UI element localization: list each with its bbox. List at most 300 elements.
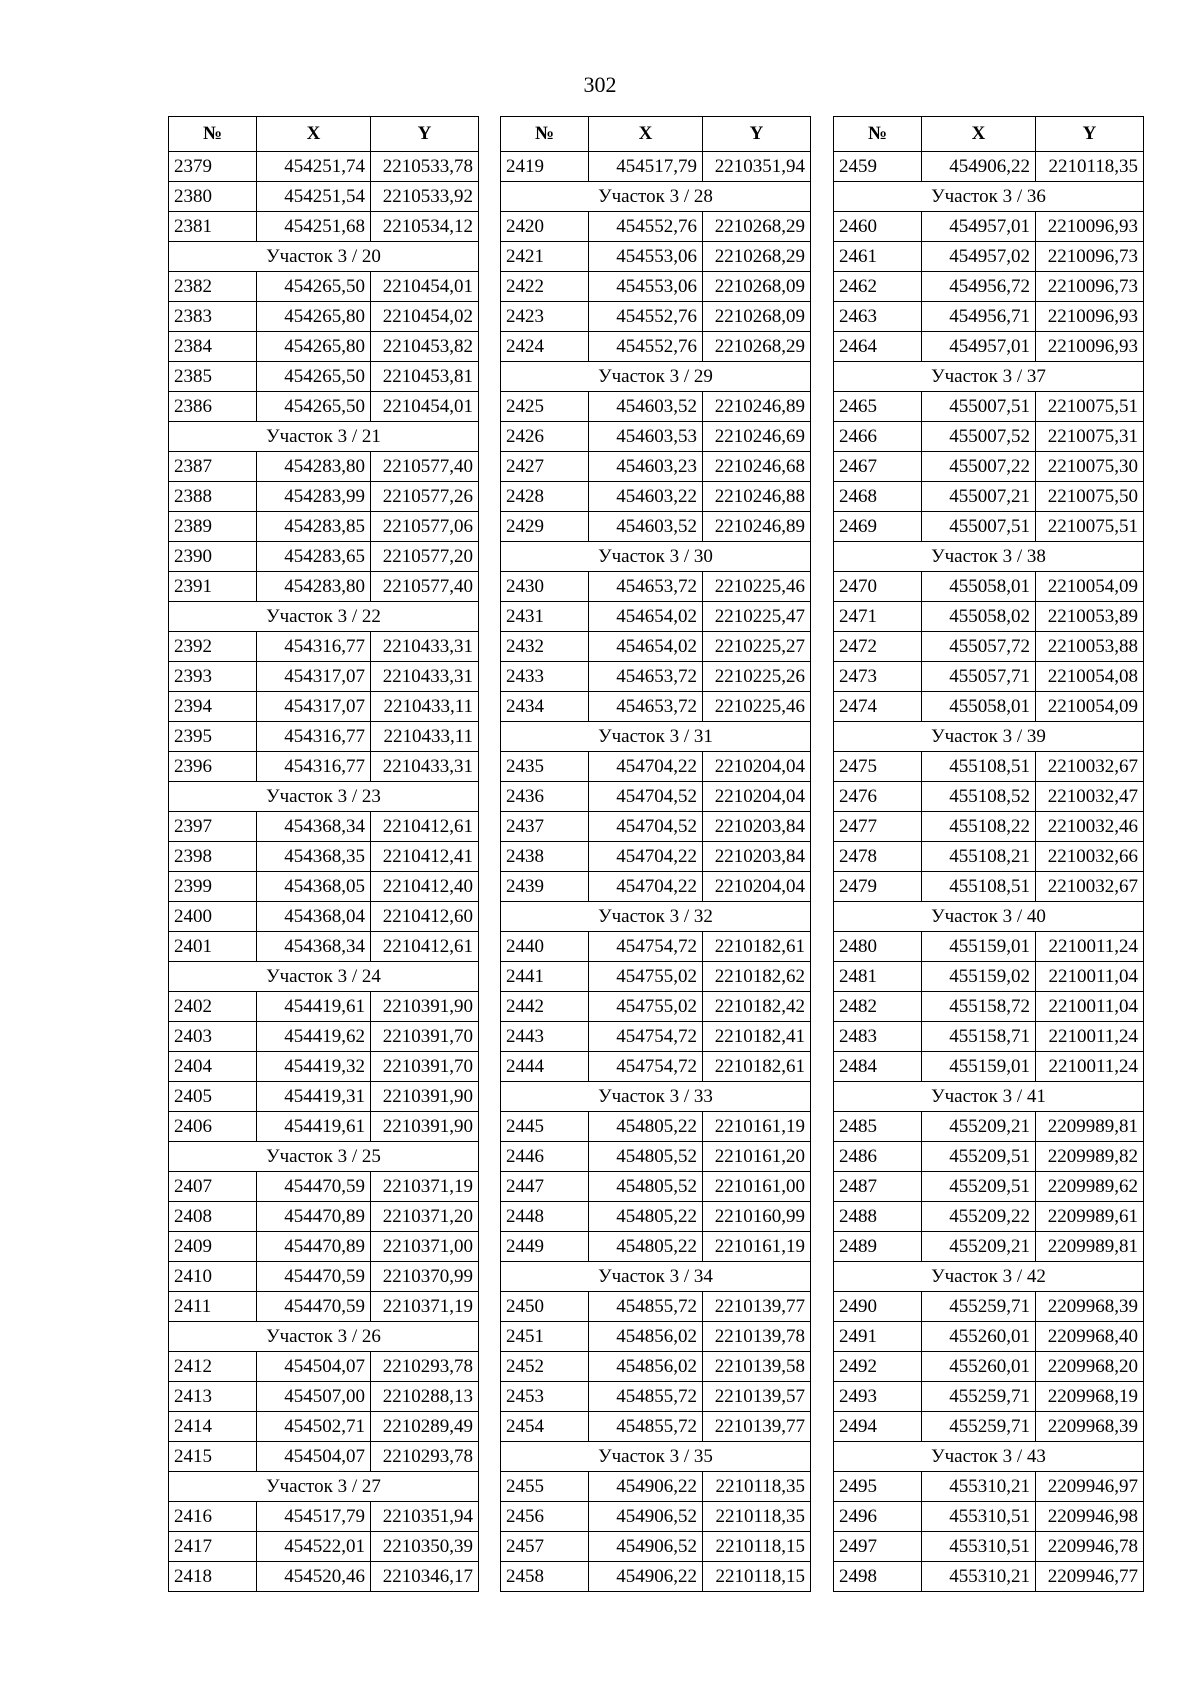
table-row [501,482,811,512]
table-row [169,752,479,782]
coordinates-table-middle [500,116,811,1592]
table-row [169,1112,479,1142]
point-number: 2408 [169,1202,257,1232]
x-coordinate: 454754,72 [589,932,703,962]
y-coordinate: 2210075,31 [1036,422,1144,452]
x-coordinate: 454317,07 [257,692,371,722]
table-row [169,1442,479,1472]
x-coordinate: 454419,61 [257,992,371,1022]
section-title: Участок 3 / 22 [169,602,479,632]
y-coordinate: 2210577,40 [371,452,479,482]
x-coordinate: 455259,71 [922,1292,1036,1322]
point-number: 2455 [501,1472,589,1502]
table-row [834,962,1144,992]
section-row [501,1082,811,1112]
point-number: 2465 [834,392,922,422]
x-coordinate: 454704,22 [589,842,703,872]
x-coordinate: 454654,02 [589,632,703,662]
point-number: 2454 [501,1412,589,1442]
section-row [501,722,811,752]
table-row [501,992,811,1022]
x-coordinate: 455260,01 [922,1322,1036,1352]
point-number: 2467 [834,452,922,482]
table-row [834,632,1144,662]
point-number: 2390 [169,542,257,572]
section-title: Участок 3 / 35 [501,1442,811,1472]
x-coordinate: 454517,79 [257,1502,371,1532]
point-number: 2430 [501,572,589,602]
y-coordinate: 2210577,20 [371,542,479,572]
x-coordinate: 454283,80 [257,572,371,602]
point-number: 2382 [169,272,257,302]
y-coordinate: 2210182,61 [703,1052,811,1082]
point-number: 2468 [834,482,922,512]
section-title: Участок 3 / 42 [834,1262,1144,1292]
y-coordinate: 2210246,88 [703,482,811,512]
table-row [501,602,811,632]
y-coordinate: 2210533,78 [371,152,479,182]
point-number: 2433 [501,662,589,692]
point-number: 2477 [834,812,922,842]
point-number: 2486 [834,1142,922,1172]
table-row [169,512,479,542]
y-coordinate: 2210225,47 [703,602,811,632]
table-row [169,842,479,872]
point-number: 2412 [169,1352,257,1382]
x-coordinate: 454653,72 [589,662,703,692]
table-row [501,422,811,452]
point-number: 2470 [834,572,922,602]
y-coordinate: 2210096,93 [1036,212,1144,242]
point-number: 2429 [501,512,589,542]
section-row [169,602,479,632]
x-coordinate: 454653,72 [589,572,703,602]
point-number: 2426 [501,422,589,452]
x-coordinate: 455007,51 [922,512,1036,542]
y-coordinate: 2210412,60 [371,902,479,932]
point-number: 2459 [834,152,922,182]
section-row [169,422,479,452]
y-coordinate: 2210054,09 [1036,692,1144,722]
x-coordinate: 454603,52 [589,512,703,542]
point-number: 2488 [834,1202,922,1232]
header-y: Y [1036,117,1144,152]
table-row [501,392,811,422]
y-coordinate: 2210118,35 [703,1502,811,1532]
y-coordinate: 2209989,82 [1036,1142,1144,1172]
section-title: Участок 3 / 23 [169,782,479,812]
point-number: 2421 [501,242,589,272]
section-title: Участок 3 / 34 [501,1262,811,1292]
table-row [501,152,811,182]
table-row [169,1022,479,1052]
table-row [169,1532,479,1562]
y-coordinate: 2210246,69 [703,422,811,452]
table-row [501,1412,811,1442]
point-number: 2409 [169,1232,257,1262]
section-row [834,362,1144,392]
table-header-row [834,117,1144,152]
y-coordinate: 2210203,84 [703,812,811,842]
table-row [501,1232,811,1262]
point-number: 2396 [169,752,257,782]
table-row [834,872,1144,902]
y-coordinate: 2210011,24 [1036,1022,1144,1052]
x-coordinate: 454283,80 [257,452,371,482]
y-coordinate: 2210118,35 [1036,152,1144,182]
point-number: 2387 [169,452,257,482]
y-coordinate: 2210161,19 [703,1112,811,1142]
x-coordinate: 454283,85 [257,512,371,542]
x-coordinate: 454855,72 [589,1382,703,1412]
y-coordinate: 2210293,78 [371,1352,479,1382]
y-coordinate: 2210096,93 [1036,302,1144,332]
point-number: 2391 [169,572,257,602]
table-row [169,902,479,932]
section-title: Участок 3 / 36 [834,182,1144,212]
point-number: 2419 [501,152,589,182]
table-row [169,692,479,722]
y-coordinate: 2210053,89 [1036,602,1144,632]
y-coordinate: 2210139,58 [703,1352,811,1382]
table-row [501,1022,811,1052]
table-row [834,992,1144,1022]
y-coordinate: 2210032,46 [1036,812,1144,842]
y-coordinate: 2210391,70 [371,1052,479,1082]
section-row [169,242,479,272]
y-coordinate: 2210391,90 [371,1082,479,1112]
y-coordinate: 2210246,89 [703,512,811,542]
section-title: Участок 3 / 26 [169,1322,479,1352]
x-coordinate: 455310,51 [922,1532,1036,1562]
section-title: Участок 3 / 32 [501,902,811,932]
y-coordinate: 2210371,19 [371,1292,479,1322]
x-coordinate: 455108,51 [922,752,1036,782]
y-coordinate: 2210350,39 [371,1532,479,1562]
point-number: 2403 [169,1022,257,1052]
table-row [834,752,1144,782]
y-coordinate: 2210391,90 [371,992,479,1022]
x-coordinate: 454855,72 [589,1412,703,1442]
coordinates-table-right [833,116,1144,1592]
y-coordinate: 2209968,39 [1036,1292,1144,1322]
table-row [501,1052,811,1082]
table-row [501,872,811,902]
x-coordinate: 454470,59 [257,1172,371,1202]
point-number: 2386 [169,392,257,422]
point-number: 2423 [501,302,589,332]
x-coordinate: 454906,22 [922,152,1036,182]
x-coordinate: 454368,35 [257,842,371,872]
table-row [501,272,811,302]
table-row [501,692,811,722]
x-coordinate: 454957,02 [922,242,1036,272]
point-number: 2480 [834,932,922,962]
point-number: 2447 [501,1172,589,1202]
table-row [834,212,1144,242]
x-coordinate: 454283,99 [257,482,371,512]
x-coordinate: 455209,51 [922,1142,1036,1172]
x-coordinate: 454265,50 [257,392,371,422]
table-row [169,1052,479,1082]
y-coordinate: 2210246,68 [703,452,811,482]
point-number: 2414 [169,1412,257,1442]
table-row [169,992,479,1022]
y-coordinate: 2210246,89 [703,392,811,422]
table-row [501,1172,811,1202]
x-coordinate: 454520,46 [257,1562,371,1592]
table-row [501,1562,811,1592]
point-number: 2397 [169,812,257,842]
table-row [169,632,479,662]
y-coordinate: 2210346,17 [371,1562,479,1592]
section-title: Участок 3 / 21 [169,422,479,452]
table-row [834,1352,1144,1382]
section-title: Участок 3 / 38 [834,542,1144,572]
y-coordinate: 2210268,09 [703,302,811,332]
y-coordinate: 2210011,04 [1036,992,1144,1022]
y-coordinate: 2210161,19 [703,1232,811,1262]
y-coordinate: 2210075,30 [1036,452,1144,482]
table-row [169,392,479,422]
table-row [501,1382,811,1412]
y-coordinate: 2210534,12 [371,212,479,242]
point-number: 2400 [169,902,257,932]
x-coordinate: 454419,61 [257,1112,371,1142]
y-coordinate: 2210161,20 [703,1142,811,1172]
table-row [834,512,1144,542]
y-coordinate: 2210182,42 [703,992,811,1022]
x-coordinate: 455310,21 [922,1472,1036,1502]
x-coordinate: 454552,76 [589,302,703,332]
x-coordinate: 455007,51 [922,392,1036,422]
header-x: X [589,117,703,152]
y-coordinate: 2210204,04 [703,752,811,782]
y-coordinate: 2210433,31 [371,752,479,782]
x-coordinate: 454956,72 [922,272,1036,302]
x-coordinate: 454653,72 [589,692,703,722]
header-y: Y [371,117,479,152]
x-coordinate: 454906,52 [589,1502,703,1532]
x-coordinate: 454522,01 [257,1532,371,1562]
y-coordinate: 2210412,61 [371,932,479,962]
table-row [501,1142,811,1172]
table-row [834,1412,1144,1442]
x-coordinate: 454855,72 [589,1292,703,1322]
table-row [501,1322,811,1352]
section-title: Участок 3 / 39 [834,722,1144,752]
x-coordinate: 454265,80 [257,302,371,332]
y-coordinate: 2209968,20 [1036,1352,1144,1382]
x-coordinate: 455108,51 [922,872,1036,902]
y-coordinate: 2210225,26 [703,662,811,692]
point-number: 2381 [169,212,257,242]
x-coordinate: 455108,52 [922,782,1036,812]
header-y: Y [703,117,811,152]
x-coordinate: 454856,02 [589,1322,703,1352]
table-row [501,1112,811,1142]
section-row [169,1142,479,1172]
point-number: 2395 [169,722,257,752]
table-row [169,1352,479,1382]
y-coordinate: 2210268,29 [703,242,811,272]
table-row [169,272,479,302]
y-coordinate: 2210011,24 [1036,932,1144,962]
x-coordinate: 455310,51 [922,1502,1036,1532]
y-coordinate: 2210203,84 [703,842,811,872]
y-coordinate: 2210032,67 [1036,872,1144,902]
section-title: Участок 3 / 43 [834,1442,1144,1472]
x-coordinate: 454754,72 [589,1022,703,1052]
point-number: 2450 [501,1292,589,1322]
table-row [834,1532,1144,1562]
x-coordinate: 454906,22 [589,1562,703,1592]
table-row [501,332,811,362]
table-row [834,1292,1144,1322]
table-row [169,152,479,182]
x-coordinate: 455209,51 [922,1172,1036,1202]
y-coordinate: 2210412,61 [371,812,479,842]
y-coordinate: 2210118,15 [703,1562,811,1592]
table-row [834,482,1144,512]
x-coordinate: 455108,21 [922,842,1036,872]
table-row [834,1142,1144,1172]
x-coordinate: 455209,21 [922,1112,1036,1142]
x-coordinate: 454316,77 [257,632,371,662]
point-number: 2446 [501,1142,589,1172]
table-row [169,872,479,902]
point-number: 2466 [834,422,922,452]
table-row [169,932,479,962]
section-title: Участок 3 / 31 [501,722,811,752]
point-number: 2432 [501,632,589,662]
y-coordinate: 2210453,82 [371,332,479,362]
x-coordinate: 454956,71 [922,302,1036,332]
x-coordinate: 454805,22 [589,1232,703,1262]
x-coordinate: 454368,34 [257,932,371,962]
section-row [834,1442,1144,1472]
point-number: 2402 [169,992,257,1022]
table-row [834,302,1144,332]
point-number: 2434 [501,692,589,722]
point-number: 2389 [169,512,257,542]
table-row [834,1202,1144,1232]
x-coordinate: 454265,50 [257,362,371,392]
header-x: X [257,117,371,152]
point-number: 2385 [169,362,257,392]
x-coordinate: 454470,59 [257,1262,371,1292]
point-number: 2479 [834,872,922,902]
x-coordinate: 455209,21 [922,1232,1036,1262]
table-row [501,842,811,872]
y-coordinate: 2209968,39 [1036,1412,1144,1442]
point-number: 2497 [834,1532,922,1562]
x-coordinate: 454755,02 [589,992,703,1022]
y-coordinate: 2210577,26 [371,482,479,512]
section-row [169,1472,479,1502]
table-row [169,302,479,332]
x-coordinate: 454419,62 [257,1022,371,1052]
point-number: 2413 [169,1382,257,1412]
point-number: 2418 [169,1562,257,1592]
point-number: 2475 [834,752,922,782]
y-coordinate: 2209946,77 [1036,1562,1144,1592]
section-title: Участок 3 / 30 [501,542,811,572]
y-coordinate: 2210054,09 [1036,572,1144,602]
table-row [501,1292,811,1322]
x-coordinate: 455007,22 [922,452,1036,482]
table-row [169,1172,479,1202]
table-row [501,782,811,812]
table-row [834,422,1144,452]
point-number: 2444 [501,1052,589,1082]
table-row [501,662,811,692]
point-number: 2394 [169,692,257,722]
y-coordinate: 2210161,00 [703,1172,811,1202]
point-number: 2392 [169,632,257,662]
y-coordinate: 2210268,09 [703,272,811,302]
point-number: 2481 [834,962,922,992]
x-coordinate: 454283,65 [257,542,371,572]
x-coordinate: 455159,01 [922,932,1036,962]
point-number: 2406 [169,1112,257,1142]
section-title: Участок 3 / 29 [501,362,811,392]
table-row [169,1232,479,1262]
x-coordinate: 454368,34 [257,812,371,842]
y-coordinate: 2210011,24 [1036,1052,1144,1082]
table-row [834,812,1144,842]
point-number: 2472 [834,632,922,662]
y-coordinate: 2210139,77 [703,1412,811,1442]
table-row [834,1502,1144,1532]
y-coordinate: 2210577,06 [371,512,479,542]
y-coordinate: 2210054,08 [1036,662,1144,692]
y-coordinate: 2210011,04 [1036,962,1144,992]
section-row [834,542,1144,572]
x-coordinate: 454368,05 [257,872,371,902]
y-coordinate: 2210075,51 [1036,392,1144,422]
point-number: 2440 [501,932,589,962]
point-number: 2490 [834,1292,922,1322]
table-row [169,1262,479,1292]
y-coordinate: 2210391,70 [371,1022,479,1052]
y-coordinate: 2210096,93 [1036,332,1144,362]
x-coordinate: 454704,22 [589,872,703,902]
point-number: 2461 [834,242,922,272]
x-coordinate: 454470,89 [257,1202,371,1232]
x-coordinate: 454265,80 [257,332,371,362]
table-row [501,512,811,542]
table-row [834,602,1144,632]
y-coordinate: 2210139,77 [703,1292,811,1322]
y-coordinate: 2210351,94 [703,152,811,182]
section-title: Участок 3 / 33 [501,1082,811,1112]
x-coordinate: 454552,76 [589,212,703,242]
x-coordinate: 455007,21 [922,482,1036,512]
table-row [834,332,1144,362]
section-title: Участок 3 / 40 [834,902,1144,932]
x-coordinate: 454805,52 [589,1142,703,1172]
point-number: 2393 [169,662,257,692]
point-number: 2484 [834,1052,922,1082]
y-coordinate: 2210454,02 [371,302,479,332]
point-number: 2411 [169,1292,257,1322]
table-row [169,1412,479,1442]
point-number: 2422 [501,272,589,302]
point-number: 2415 [169,1442,257,1472]
table-row [834,842,1144,872]
point-number: 2462 [834,272,922,302]
